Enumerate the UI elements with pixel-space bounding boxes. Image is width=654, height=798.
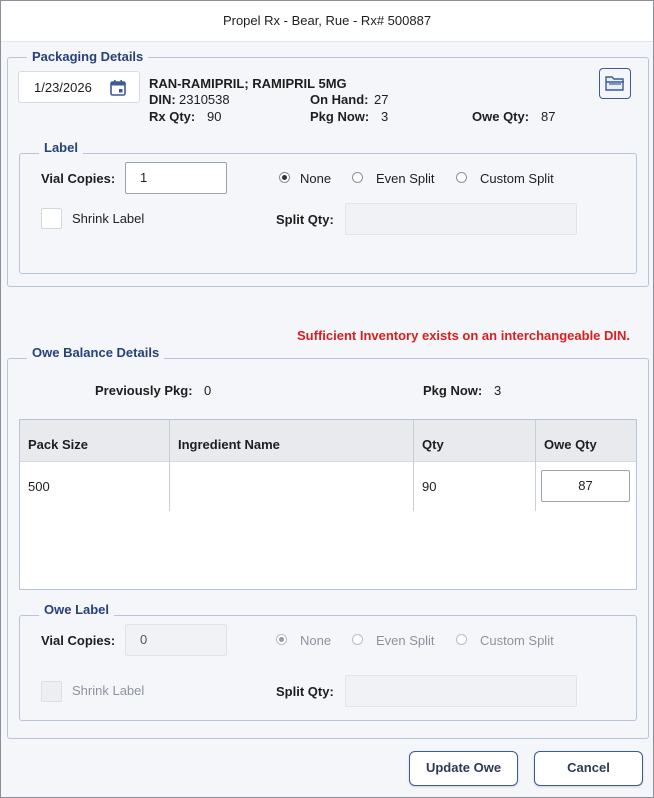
owe-pkg-now-label: Pkg Now: [423, 383, 483, 398]
din-label: DIN: [149, 92, 176, 107]
owe-qty-label: Owe Qty: [472, 109, 530, 124]
owe-table-header [20, 420, 636, 462]
calendar-icon[interactable] [109, 79, 127, 97]
vial-copies-label: Vial Copies: [41, 171, 116, 186]
drug-name: RAN-RAMIPRIL; RAMIPRIL 5MG [149, 76, 347, 91]
cancel-button[interactable]: Cancel [534, 751, 643, 786]
window-title: Propel Rx - Bear, Rue - Rx# 500887 [1, 1, 653, 42]
packaging-details-legend: Packaging Details [27, 49, 148, 65]
label-radio-none[interactable] [279, 172, 290, 183]
label-radio-even-split[interactable] [352, 172, 363, 183]
pkg-now-label: Pkg Now: [310, 109, 370, 124]
owe-vial-copies-input[interactable] [125, 624, 227, 656]
owe-qty-input[interactable] [541, 470, 630, 502]
owe-split-qty-label: Split Qty: [276, 684, 334, 699]
owe-qty-input-value: 87 [578, 478, 593, 493]
rx-qty-value: 90 [207, 109, 222, 124]
on-hand-label: On Hand: [310, 92, 369, 107]
column-header-ingredient-name[interactable]: Ingredient Name [170, 420, 414, 462]
owe-label-radio-none-text: None [300, 633, 332, 648]
owe-shrink-label-text: Shrink Label [72, 683, 145, 698]
previously-pkg-label: Previously Pkg: [95, 383, 193, 398]
cell-pack-size: 500 [20, 462, 170, 511]
owe-label-legend: Owe Label [39, 602, 114, 618]
split-qty-label: Split Qty: [276, 212, 334, 227]
open-packaging-button[interactable] [599, 68, 631, 99]
date-value: 1/23/2026 [34, 80, 92, 95]
owe-table [19, 419, 637, 590]
owe-split-qty-input[interactable] [345, 675, 577, 707]
cell-qty: 90 [414, 462, 536, 511]
previously-pkg-value: 0 [204, 383, 212, 398]
owe-label-radio-even-split-text: Even Split [376, 633, 435, 648]
owe-vial-copies-label: Vial Copies: [41, 633, 116, 648]
label-radio-custom-split-text: Custom Split [480, 171, 554, 186]
vial-copies-value: 1 [140, 170, 148, 185]
label-radio-even-split-text: Even Split [376, 171, 435, 186]
label-radio-custom-split[interactable] [456, 172, 467, 183]
folder-open-icon [604, 73, 626, 96]
shrink-label-checkbox[interactable] [41, 208, 62, 229]
pkg-now-value: 3 [381, 109, 389, 124]
cell-ingredient-name [170, 462, 414, 511]
owe-label-radio-even-split[interactable] [352, 634, 363, 645]
owe-shrink-label-checkbox[interactable] [41, 681, 62, 702]
date-picker[interactable] [18, 71, 140, 103]
owe-label-radio-custom-split-text: Custom Split [480, 633, 554, 648]
rx-qty-label: Rx Qty: [149, 109, 196, 124]
owe-label-radio-none[interactable] [276, 634, 287, 645]
owe-balance-legend: Owe Balance Details [27, 345, 164, 361]
owe-pkg-now-value: 3 [494, 383, 502, 398]
owe-vial-copies-value: 0 [140, 632, 148, 647]
owe-qty-value: 87 [541, 109, 556, 124]
shrink-label-text: Shrink Label [72, 211, 145, 226]
din-value: 2310538 [179, 92, 230, 107]
vial-copies-input[interactable] [125, 162, 227, 194]
inventory-warning: Sufficient Inventory exists on an interchangeable DIN. [297, 328, 631, 343]
column-header-qty[interactable]: Qty [414, 420, 536, 462]
on-hand-value: 27 [374, 92, 389, 107]
update-owe-button[interactable]: Update Owe [409, 751, 518, 786]
column-header-pack-size[interactable]: Pack Size [20, 420, 170, 462]
column-header-owe-qty[interactable]: Owe Qty [544, 437, 597, 452]
label-radio-none-text: None [300, 171, 332, 186]
owe-label-radio-custom-split[interactable] [456, 634, 467, 645]
label-legend: Label [39, 140, 83, 156]
cell-owe-qty [536, 462, 636, 511]
split-qty-input[interactable] [345, 203, 577, 235]
